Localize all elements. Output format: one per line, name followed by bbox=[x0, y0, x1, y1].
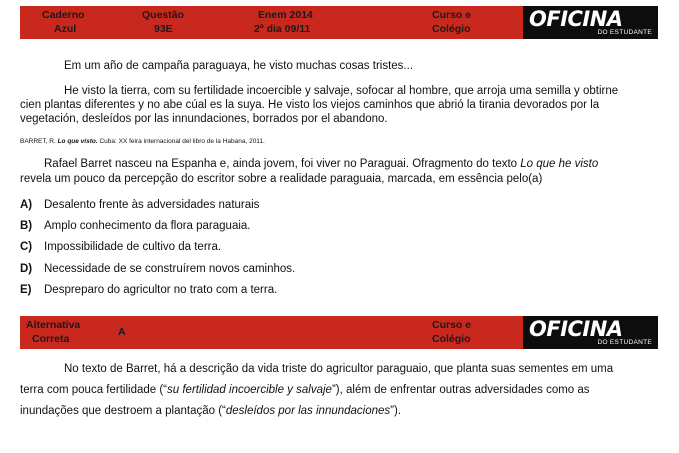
option-letter: D) bbox=[20, 263, 33, 275]
curso-line1: Curso e bbox=[432, 319, 472, 331]
logo-subtitle: DO ESTUDANTE bbox=[597, 29, 652, 36]
answer-line-2 bbox=[20, 383, 590, 398]
option-letter: B) bbox=[20, 220, 33, 232]
exam-name: Enem 2014 bbox=[258, 9, 313, 21]
option-letter: E) bbox=[20, 284, 32, 296]
option-text: Despreparo do agricultor no trato com a terra. bbox=[44, 284, 278, 296]
spanish-intro-line: Em um año de campaña paraguaya, he visto muchas cosas tristes... bbox=[64, 60, 414, 72]
header-bar-top bbox=[20, 6, 658, 39]
answer-quote-2: desleídos por las innundaciones bbox=[225, 405, 391, 417]
oficina-logo bbox=[523, 6, 658, 39]
header-bar-answer bbox=[20, 316, 658, 349]
spanish-para-line-3: vegetación, desleídos por las innundaciones, borrados por el abandono. bbox=[20, 113, 388, 125]
answer-line-3 bbox=[20, 404, 401, 419]
logo-subtitle: DO ESTUDANTE bbox=[597, 339, 652, 346]
source-title: Lo que visto. bbox=[57, 138, 98, 145]
option-letter: C) bbox=[20, 241, 33, 253]
caderno-label: Caderno bbox=[42, 9, 85, 21]
spanish-para-line-2: cien plantas diferentes y no abe cúal es la suya. He visto los viejos caminhos que abrió la tirania devorados por la bbox=[20, 99, 600, 111]
option-text: Amplo conhecimento da flora paraguaia. bbox=[44, 220, 251, 232]
answer-quote-1: su fertilidad incoercible y salvaje bbox=[167, 384, 332, 396]
questao-value: 93E bbox=[154, 23, 173, 35]
source-author: BARRET, R. bbox=[20, 138, 56, 145]
prompt-text-1: Rafael Barret nasceu na Espanha e, ainda jovem, foi viver no Paraguai. Ofragmento do texto bbox=[44, 158, 518, 170]
curso-line2: Colégio bbox=[432, 333, 471, 345]
curso-line2: Colégio bbox=[432, 23, 471, 35]
caderno-value: Azul bbox=[54, 23, 77, 35]
questao-label: Questão bbox=[142, 9, 185, 21]
answer-line-2-c: ”), além de enfrentar outras adversidades como as bbox=[331, 384, 590, 396]
logo-wordmark: OFICINA bbox=[529, 317, 623, 341]
prompt-line-1 bbox=[44, 157, 598, 172]
source-rest: Cuba: XX feira internacional del libro de la Habana, 2011. bbox=[99, 138, 265, 145]
correta-label: Correta bbox=[32, 333, 70, 345]
source-citation bbox=[20, 138, 265, 146]
logo-wordmark: OFICINA bbox=[529, 7, 623, 31]
curso-line1: Curso e bbox=[432, 9, 472, 21]
oficina-logo bbox=[523, 316, 658, 349]
alternativa-label: Alternativa bbox=[26, 319, 81, 331]
option-text: Impossibilidade de cultivo da terra. bbox=[44, 241, 222, 253]
spanish-para-line-1: He visto la tierra, com su fertilidade incoercible y salvaje, sofocar al hombre, que arroja uma semilla y obtirne bbox=[64, 85, 619, 97]
answer-letter: A bbox=[118, 326, 126, 338]
prompt-line-2: revela um pouco da percepção do escritor sobre a realidade paraguaia, marcada, em essência pelo(a) bbox=[20, 173, 543, 185]
answer-line-3-c: ”). bbox=[390, 405, 402, 417]
prompt-title-italic: Lo que he visto bbox=[520, 158, 599, 170]
answer-line-1: No texto de Barret, há a descrição da vida triste do agricultor paraguaio, que planta suas sementes em uma bbox=[64, 363, 614, 375]
answer-line-3-a: inundações que destroem a plantação (“ bbox=[20, 405, 226, 417]
option-letter: A) bbox=[20, 199, 33, 211]
answer-line-2-a: terra com pouca fertilidade (“ bbox=[20, 384, 168, 396]
option-text: Desalento frente às adversidades naturais bbox=[44, 199, 260, 211]
exam-day: 2º dia 09/11 bbox=[254, 23, 311, 35]
option-text: Necessidade de se construírem novos caminhos. bbox=[44, 263, 296, 275]
